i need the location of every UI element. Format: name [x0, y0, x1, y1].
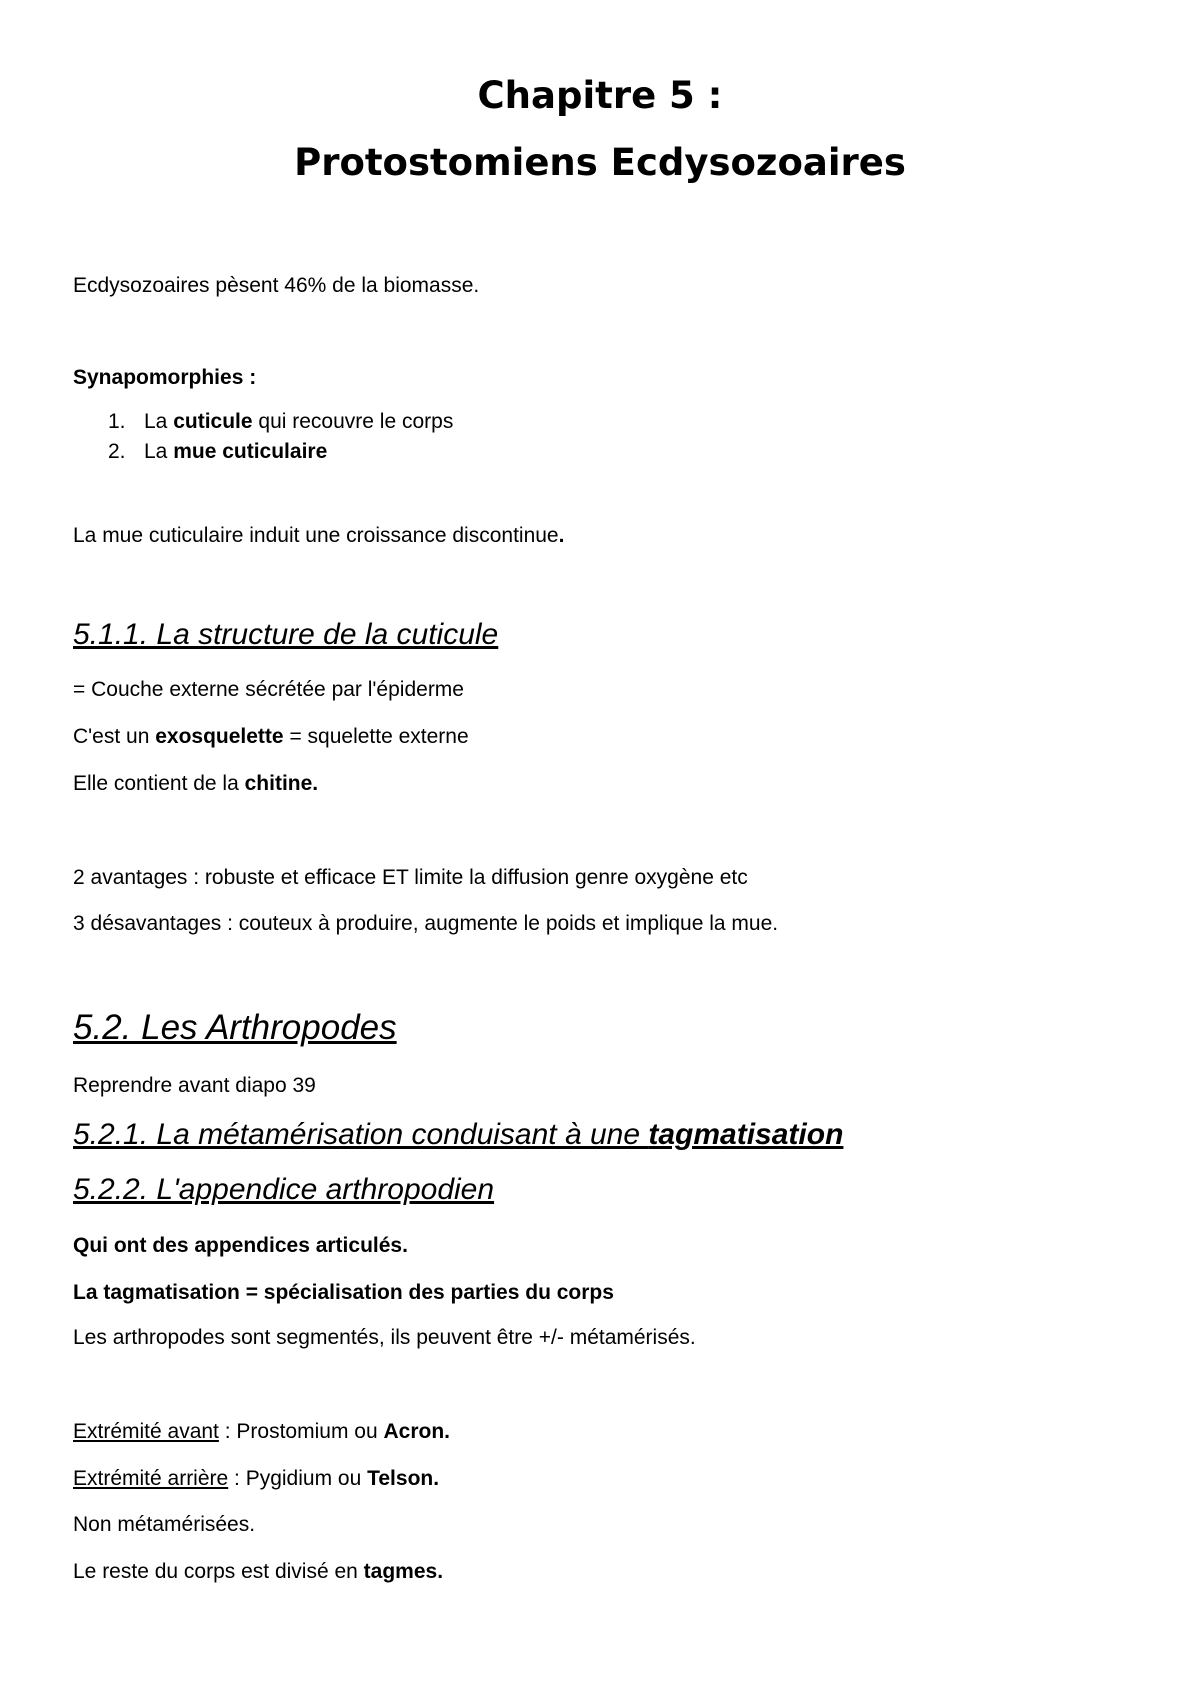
cuticle-exoskeleton	[73, 724, 469, 750]
tagmes-text	[73, 1559, 443, 1585]
underlined-label: Extrémité arrière	[73, 1467, 229, 1490]
list-item	[108, 437, 453, 467]
list-number: 2.	[108, 440, 126, 463]
bold-term: Telson.	[367, 1467, 440, 1490]
intro-text: Ecdysozoaires pèsent 46% de la biomasse.	[73, 274, 480, 297]
text: Elle contient de la	[73, 772, 245, 795]
list-text: qui recouvre le corps	[252, 410, 454, 433]
chapter-subtitle: Protostomiens Ecdysozoaires	[294, 141, 906, 184]
bold-term: exosquelette	[155, 725, 284, 748]
synapomorphies-list	[108, 407, 453, 467]
conclusion-text: La mue cuticulaire induit une croissance discontinue	[73, 524, 559, 547]
section-5-1-1-heading: 5.1.1. La structure de la cuticule	[73, 618, 499, 651]
non-metamerised-text: Non métamérisées.	[73, 1513, 256, 1536]
text: = squelette externe	[283, 725, 469, 748]
cuticle-definition: = Couche externe sécrétée par l'épiderme	[73, 678, 464, 701]
list-bold-term: cuticule	[173, 410, 253, 433]
segmentation-text: Les arthropodes sont segmentés, ils peuvent être +/- métamérisés.	[73, 1326, 696, 1349]
appendices-statement: Qui ont des appendices articulés.	[73, 1234, 408, 1257]
section-5-2-heading: 5.2. Les Arthropodes	[73, 1008, 397, 1047]
section-5-2-note: Reprendre avant diapo 39	[73, 1074, 316, 1097]
list-text: La	[144, 440, 174, 463]
advantages-text: 2 avantages : robuste et efficace ET limite la diffusion genre oxygène etc	[73, 866, 748, 889]
text: : Pygidium ou	[228, 1467, 368, 1490]
bold-term: chitine.	[244, 772, 319, 795]
list-text: La	[144, 410, 174, 433]
chapter-title: Chapitre 5 :	[477, 74, 723, 117]
back-end-text	[73, 1466, 439, 1492]
section-5-2-1-heading	[73, 1117, 843, 1153]
underlined-label: Extrémité avant	[73, 1420, 219, 1443]
list-item	[108, 407, 453, 437]
bold-term: Acron.	[383, 1420, 450, 1443]
list-bold-term: mue cuticulaire	[173, 440, 328, 463]
heading-text: 5.2.1. La métamérisation conduisant à une	[73, 1118, 649, 1151]
tagmatisation-definition: La tagmatisation = spécialisation des parties du corps	[73, 1281, 614, 1304]
disadvantages-text: 3 désavantages : couteux à produire, augmente le poids et implique la mue.	[73, 912, 779, 935]
text: Le reste du corps est divisé en	[73, 1560, 364, 1583]
heading-bold-term: tagmatisation	[648, 1118, 844, 1151]
synapomorphies-heading: Synapomorphies :	[73, 366, 257, 389]
text: : Prostomium ou	[218, 1420, 384, 1443]
cuticle-chitin	[73, 771, 318, 797]
conclusion-period: .	[558, 524, 565, 547]
synapomorphies-conclusion	[73, 523, 564, 549]
section-5-2-2-heading: 5.2.2. L'appendice arthropodien	[73, 1173, 495, 1206]
bold-term: tagmes.	[363, 1560, 444, 1583]
list-number: 1.	[108, 410, 126, 433]
text: C'est un	[73, 725, 156, 748]
front-end-text	[73, 1419, 450, 1445]
